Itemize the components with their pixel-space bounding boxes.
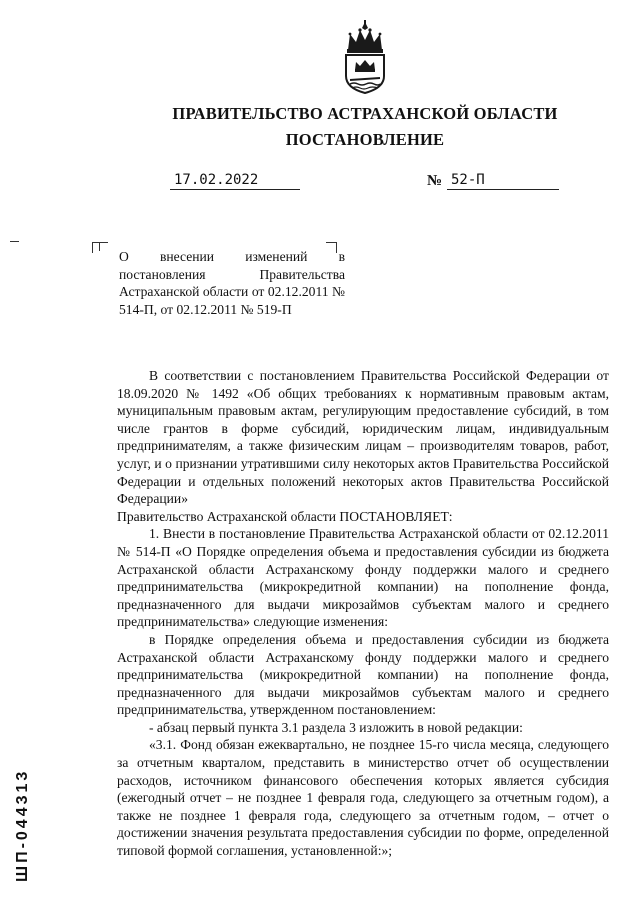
document-subject: О внесении изменений в постановления Правительства Астраханской области от 02.12.2011 № 514-П, от 02.12.2011 № 519-П [119, 249, 345, 317]
resolves-paragraph: Правительство Астраханской области ПОСТАНОВЛЯЕТ: [117, 508, 453, 524]
document-date: 17.02.2022 [170, 172, 300, 190]
doc-type-title: ПОСТАНОВЛЕНИЕ [285, 130, 445, 149]
org-title: ПРАВИТЕЛЬСТВО АСТРАХАНСКОЙ ОБЛАСТИ [172, 104, 558, 123]
document-body [117, 367, 609, 860]
subject-bracket-left-inner [99, 242, 108, 251]
preamble-paragraph: В соответствии с постановлением Правительства Российской Федерации от 18.09.2020 № 1492 «Об общих требованиях к нормативным правовым актам, муниципальным правовым актам, регулирующим предоставление субсидий, в том числе грантов в форме субсидий, юридическим лицам, индивидуальным предпринимателям, а также физическим лицам – производителям товаров, работ, услуг, и о признании утратившими силу некоторых актов Правительства Российской Федерации и отдельных положений некоторых актов Правительства Российской Федерации» [117, 368, 609, 507]
amendment-intro-paragraph: - абзац первый пункта 3.1 раздела 3 изложить в новой редакции: [149, 719, 523, 735]
number-label: № [427, 173, 443, 189]
margin-mark [10, 241, 19, 242]
procedure-paragraph: в Порядке определения объема и предоставления субсидии из бюджета Астраханской области Астраханскому фонду поддержки малого и среднего предпринимательства (микрокредитной компании) на пополнение фонда, предназначенного для выдачи микрозаймов субъектам малого и среднего предпринимательства, утвержденном постановлением: [117, 631, 609, 718]
clause-3-1-paragraph: «3.1. Фонд обязан ежеквартально, не позднее 15-го числа месяца, следующего за отчетным кварталом, представить в министерство отчет об осуществлении расходов, источником финансового обеспечения которых является субсидия (ежегодный отчет – не позднее 1 февраля года, следующего за отчетным годом), а также не позднее 1 февраля года, следующего за отчетным годом, – отчет о достижении значения результата предоставления субсидии по форме, определенной типовой формой соглашения, установленной:»; [117, 737, 609, 859]
item-1-paragraph: 1. Внести в постановление Правительства Астраханской области от 02.12.2011 № 514-П «О Порядке определения объема и предоставления субсидии из бюджета Астраханской области Астраханскому фонду поддержки малого и среднего предпринимательства (микрокредитной компании) на пополнение фонда, предназначенного для выдачи микрозаймов субъектам малого и среднего предпринимательства» следующие изменения: [117, 526, 609, 630]
coat-of-arms-emblem [340, 20, 390, 94]
side-serial-code: ШП-044313 [14, 768, 31, 882]
document-number: 52-П [447, 172, 559, 190]
